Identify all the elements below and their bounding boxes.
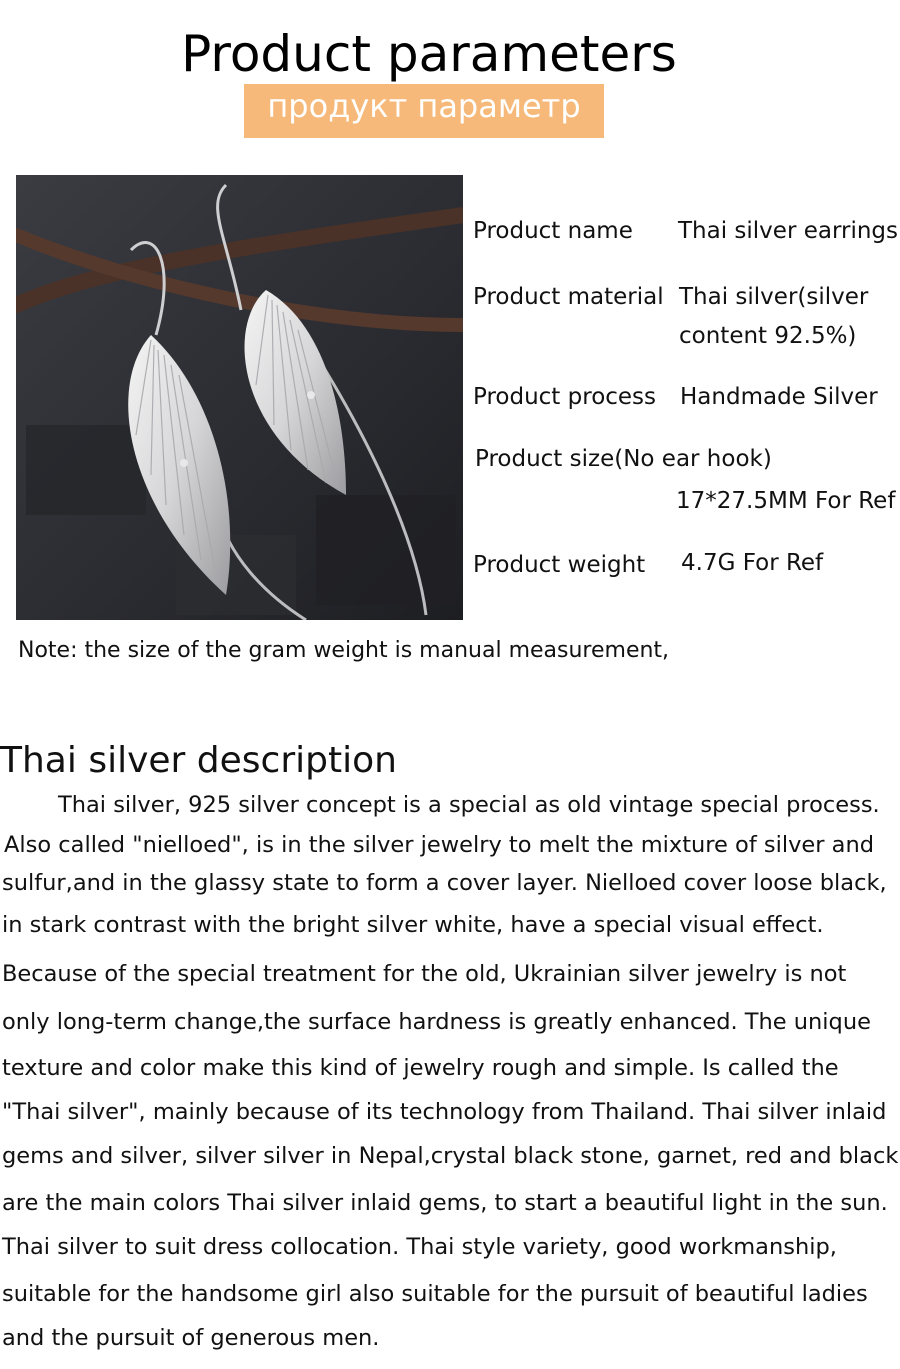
spec-size-value: 17*27.5MM For Ref (676, 488, 896, 514)
description-line: gems and silver, silver silver in Nepal,crystal black stone, garnet, red and black (2, 1143, 899, 1169)
description-line: "Thai silver", mainly because of its technology from Thailand. Thai silver inlaid (2, 1099, 887, 1125)
subtitle-badge: продукт параметр (244, 84, 604, 138)
measurement-note: Note: the size of the gram weight is manual measurement, (18, 638, 670, 663)
description-title: Thai silver description (0, 740, 397, 781)
description-line: only long-term change,the surface hardness is greatly enhanced. The unique (2, 1009, 871, 1035)
product-photo (16, 175, 463, 620)
description-line: and the pursuit of generous men. (2, 1325, 380, 1351)
description-line: Also called "nielloed", is in the silver jewelry to melt the mixture of silver and (4, 832, 875, 858)
description-line: are the main colors Thai silver inlaid gems, to start a beautiful light in the sun. (2, 1190, 888, 1216)
spec-material-value-line2: content 92.5%) (679, 323, 857, 349)
description-line: Because of the special treatment for the old, Ukrainian silver jewelry is not (2, 961, 847, 987)
description-line: Thai silver to suit dress collocation. Thai style variety, good workmanship, (2, 1234, 837, 1260)
spec-process-label: Product process (473, 384, 657, 410)
description-line: suitable for the handsome girl also suitable for the pursuit of beautiful ladies (2, 1281, 868, 1307)
spec-material-label: Product material (473, 284, 664, 310)
spec-size-label: Product size(No ear hook) (475, 446, 772, 472)
page-title: Product parameters (181, 25, 677, 83)
description-line: sulfur,and in the glassy state to form a cover layer. Nielloed cover loose black, (2, 870, 887, 896)
description-line: texture and color make this kind of jewelry rough and simple. Is called the (2, 1055, 839, 1081)
spec-name-label: Product name (473, 218, 633, 244)
spec-material-value-line1: Thai silver(silver (679, 284, 869, 310)
spec-weight-value: 4.7G For Ref (681, 550, 824, 576)
description-line: Thai silver, 925 silver concept is a special as old vintage special process. (58, 792, 880, 818)
spec-weight-label: Product weight (473, 552, 646, 578)
description-line: in stark contrast with the bright silver white, have a special visual effect. (2, 912, 824, 938)
spec-process-value: Handmade Silver (680, 384, 878, 410)
leaf-earrings-image (16, 175, 463, 620)
spec-name-value: Thai silver earrings (678, 218, 899, 244)
